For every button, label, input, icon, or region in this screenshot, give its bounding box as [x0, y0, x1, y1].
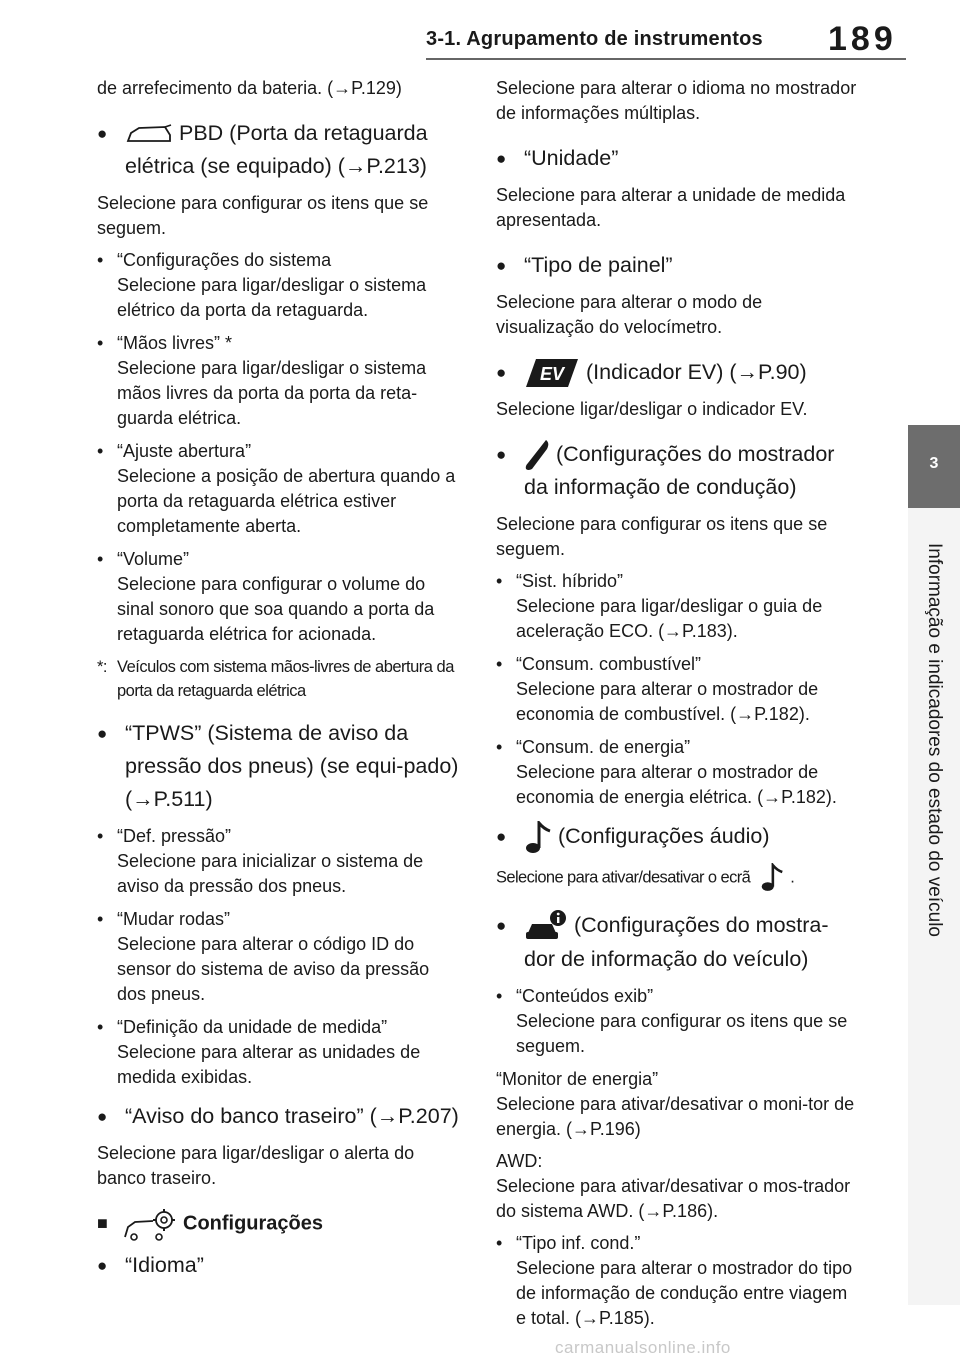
painel-description: Selecione para alterar o modo de visualização do velocímetro.	[496, 292, 763, 337]
pbd-description: Selecione para configurar os itens que se seguem.	[97, 193, 429, 238]
ev-heading: ● EV (Indicador EV) (→P.90)	[496, 356, 858, 389]
list-item: • “Conteúdos exib” Selecione para configurar os itens que se seguem.	[496, 985, 848, 1056]
idioma-heading: ● “Idioma”	[97, 1253, 204, 1277]
music-note-icon	[760, 863, 784, 893]
chapter-number: 3	[929, 455, 939, 472]
ev-indicator-icon	[524, 358, 580, 388]
watermark: carmanualsonline.info	[555, 1338, 731, 1357]
footnote: *: Veículos com sistema mãos-livres de abertura da porta da retaguarda elétrica	[97, 658, 454, 700]
pbd-item-list	[97, 248, 459, 647]
list-item: • “Volume” Selecione para configurar o volume do sinal sonoro que soa quando a porta da retaguarda elétrica for acionada.	[97, 549, 435, 644]
vehicle-info-heading: ● (Configurações do mostra-dor de informação do veículo)	[496, 909, 858, 976]
audio-heading: ● (Configurações áudio)	[496, 820, 858, 854]
tpws-item-list	[97, 824, 459, 1090]
chapter-tab	[908, 425, 960, 508]
rear-seat-heading: ● “Aviso do banco traseiro” (→P.207)	[97, 1104, 459, 1128]
awd-text: AWD: Selecione para ativar/desativar o mos-trador do sistema AWD. (→P.186).	[496, 1150, 851, 1221]
ev-icon-label: EV	[539, 364, 565, 385]
list-item: • “Configurações do sistema Selecione para ligar/desligar o sistema elétrico da porta da retaguarda.	[97, 250, 427, 320]
config-heading: ■ Configurações	[97, 1207, 459, 1241]
unidade-description: Selecione para alterar a unidade de medida apresentada.	[496, 185, 846, 230]
list-item: • “Mudar rodas” Selecione para alterar o código ID do sensor do sistema de aviso da pressão dos pneus.	[97, 909, 430, 1004]
unidade-heading: ● “Unidade”	[496, 146, 619, 170]
audio-description: Selecione para ativar/desativar o ecrã .	[496, 863, 858, 893]
list-item: • “Consum. de energia” Selecione para alterar o mostrador de economia de energia elétrica. (→P.182).	[496, 737, 837, 808]
list-item: • “Definição da unidade de medida” Selecione para alterar as unidades de medida exibidas.	[97, 1017, 421, 1087]
rear-seat-description: Selecione para ligar/desligar o alerta do banco traseiro.	[97, 1143, 415, 1188]
list-item: • “Sist. híbrido” Selecione para ligar/desligar o guia de aceleração ECO. (→P.183).	[496, 571, 823, 642]
vehicle-info-icon	[524, 909, 568, 943]
intro-text: de arrefecimento da bateria. (→P.129)	[97, 78, 402, 98]
chapter-title: Informação e indicadores do estado do veículo	[924, 543, 945, 937]
energy-monitor-text: “Monitor de energia” Selecione para ativar/desativar o moni-tor de energia. (→P.196)	[496, 1068, 855, 1139]
section-title: 3-1. Agrupamento de instrumentos	[426, 28, 763, 50]
page-header	[0, 0, 960, 62]
power-back-door-icon	[125, 122, 173, 146]
settings-gear-icon	[123, 1207, 177, 1241]
pbd-heading: ● PBD (Porta da retaguarda elétrica (se equipado) (→P.213)	[97, 117, 459, 183]
right-column	[496, 76, 858, 1339]
page-number: 189	[828, 20, 897, 58]
tpws-heading: ● “TPWS” (Sistema de aviso da pressão dos pneus) (se equi-pado) (→P.511)	[97, 721, 459, 811]
drive-info-icon	[524, 439, 550, 471]
list-item: • “Ajuste abertura” Selecione a posição de abertura quando a porta da retaguarda elétrica estiver completamente aberta.	[97, 441, 456, 536]
bullet: ●	[97, 124, 108, 143]
list-item: • “Def. pressão” Selecione para inicializar o sistema de aviso da pressão dos pneus.	[97, 826, 424, 896]
drive-info-heading: ● (Configurações do mostrador da informação de condução)	[496, 438, 858, 504]
music-note-icon	[524, 821, 552, 855]
drive-info-description: Selecione para configurar os itens que se seguem.	[496, 514, 828, 560]
left-column	[97, 76, 459, 1290]
drive-info-item-list	[496, 569, 858, 810]
list-item: • “Consum. combustível” Selecione para alterar o mostrador de economia de combustível. (→P.182).	[496, 654, 819, 725]
idioma-description: Selecione para alterar o idioma no mostrador de informações múltiplas.	[496, 78, 857, 123]
header-rule	[426, 58, 906, 60]
ev-description: Selecione ligar/desligar o indicador EV.	[496, 399, 808, 419]
list-item: • “Mãos livres” * Selecione para ligar/desligar o sistema mãos livres da porta da porta da reta-guarda elétrica.	[97, 333, 427, 428]
list-item: • “Tipo inf. cond.” Selecione para alterar o mostrador do tipo de informação de condução entre viagem e total. (→P.185).	[496, 1232, 853, 1328]
painel-heading: ● “Tipo de painel”	[496, 253, 673, 277]
